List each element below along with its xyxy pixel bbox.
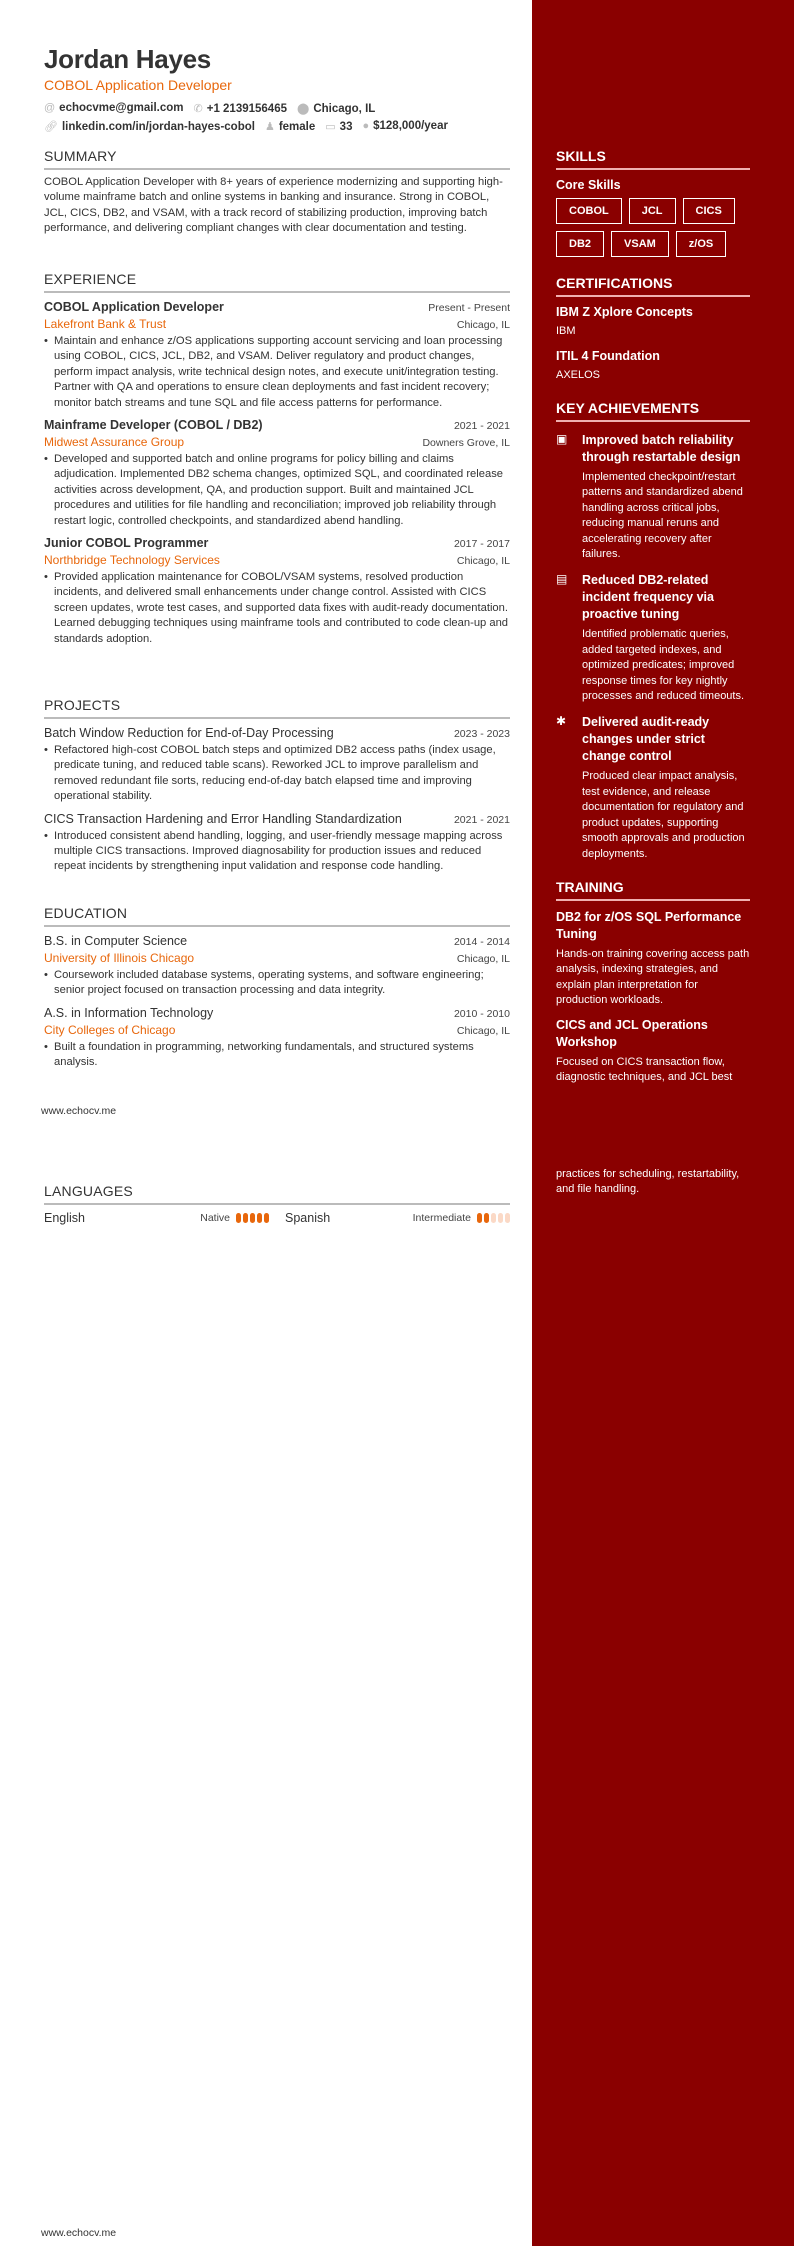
- rating-dot-filled: [250, 1213, 255, 1223]
- language-name: Spanish: [285, 1211, 331, 1225]
- project-entry: [44, 726, 510, 805]
- training-title: CICS and JCL Operations Workshop: [556, 1017, 708, 1049]
- skills-group: Core Skills: [556, 178, 621, 192]
- rating-dot-empty: [505, 1213, 510, 1223]
- entry-title: Mainframe Developer (COBOL / DB2): [44, 418, 263, 433]
- achievement-title: Improved batch reliability through restartable design: [582, 433, 741, 464]
- projects-section: [44, 697, 510, 875]
- entry-dates: Present - Present: [428, 302, 510, 314]
- section-heading: KEY ACHIEVEMENTS: [556, 400, 750, 422]
- section-heading: LANGUAGES: [44, 1183, 510, 1205]
- entry-bullet: • Introduced consistent abend handling, logging, and user-friendly message mapping across multiple CICS transactions. Improved diagnosability for production issues and reduced repeat incidents by strengthening input validation and response code handling.: [44, 829, 510, 875]
- languages-section: [44, 1183, 510, 1225]
- skill-tag: VSAM: [611, 231, 669, 257]
- entry-org: Northbridge Technology Services: [44, 553, 220, 568]
- experience-section: [44, 271, 510, 647]
- experience-entry: [44, 536, 510, 647]
- calendar-icon: ▣: [556, 432, 568, 446]
- rating-dot-empty: [491, 1213, 496, 1223]
- location: Chicago, IL: [313, 102, 376, 115]
- entry-org: City Colleges of Chicago: [44, 1022, 176, 1037]
- section-heading: EDUCATION: [44, 905, 510, 927]
- rating-dot-filled: [484, 1213, 489, 1223]
- section-heading: SUMMARY: [44, 148, 510, 170]
- language-item: [44, 1211, 269, 1225]
- language-level: Native: [200, 1212, 230, 1224]
- gender: female: [278, 120, 316, 133]
- education-entry: [44, 934, 510, 999]
- training-title: DB2 for z/OS SQL Performance Tuning: [556, 910, 742, 941]
- entry-location: Chicago, IL: [456, 319, 510, 331]
- skill-tag: CICS: [683, 198, 735, 224]
- skill-tag: COBOL: [556, 198, 622, 224]
- entry-bullet: • Provided application maintenance for COBOL/VSAM systems, resolved production incidents, and delivered small enhancements under change control. Assisted with CICS screen updates, wrote test cases, and supported data fixes with audit-ready documentation. Learned debugging techniques using mainframe tools and contributed to code clean-up and standards adoption.: [44, 570, 510, 647]
- entry-bullet: • Developed and supported batch and online programs for policy billing and claims adjudication. Implemented DB2 schema changes, optimized SQL, and coordinated release activities across development, QA, and production support. Built and maintained JCL procedures and utilities for file handling and reconciliation; improved job reliability through restart logic, controlled checkpoints, and standardized abend handling.: [44, 452, 510, 529]
- email-icon: @: [44, 102, 56, 114]
- phone-icon: ✆: [193, 102, 203, 115]
- cert-org: AXELOS: [556, 369, 601, 381]
- entry-location: Chicago, IL: [456, 953, 510, 965]
- entry-bullet: • Maintain and enhance z/OS applications supporting account servicing and loan processing using COBOL, CICS, JCL, DB2, and VSAM. Deliver regulatory and product changes, perform impact analysis, write technical design notes, and execute unit/integration testing. Partner with QA and operations to ensure clean deployments and fast incident recovery; monitor batch streams and tune SQL and file access patterns for performance.: [44, 334, 510, 411]
- calendar-icon: ▭: [325, 120, 336, 133]
- entry-bullet: • Refactored high-cost COBOL batch steps and optimized DB2 access paths (index usage, predicate tuning, and reduced table scans). Reworked JCL to improve parallelism and removed redundant file sorts, reducing end-of-day batch elapsed time and improving operational stability.: [44, 743, 510, 805]
- language-rating: [236, 1213, 269, 1223]
- entry-org: University of Illinois Chicago: [44, 951, 195, 965]
- entry-location: Downers Grove, IL: [422, 437, 510, 450]
- entry-dates: 2021 - 2021: [453, 813, 510, 826]
- entry-dates: 2014 - 2014: [453, 936, 510, 948]
- link-icon: 🔗︎: [44, 120, 58, 133]
- entry-title: Batch Window Reduction for End-of-Day Processing: [44, 726, 334, 740]
- person-icon: ♟: [264, 120, 275, 133]
- training-desc-continued: practices for scheduling, restartability, and file handling.: [556, 1168, 740, 1196]
- achievement-desc: Produced clear impact analysis, test evidence, and release documentation for regulatory and product updates, supporting smooth approvals and production deployments.: [582, 770, 745, 860]
- entry-bullet: • Built a foundation in programming, networking fundamentals, and structured systems analysis.: [44, 1040, 510, 1071]
- cert-name: ITIL 4 Foundation: [556, 349, 660, 363]
- entry-title: B.S. in Computer Science: [44, 934, 188, 948]
- language-rating: [477, 1213, 510, 1223]
- achievement-title: Delivered audit-ready changes under strict change control: [582, 715, 710, 764]
- achievement-title: Reduced DB2-related incident frequency via proactive tuning: [582, 573, 714, 622]
- section-heading: CERTIFICATIONS: [556, 275, 750, 297]
- age: 33: [339, 120, 353, 133]
- rating-dot-filled: [257, 1213, 262, 1223]
- language-name: English: [44, 1211, 85, 1225]
- entry-dates: 2021 - 2021: [453, 420, 510, 433]
- entry-org: Lakefront Bank & Trust: [44, 317, 167, 331]
- cert-org: IBM: [556, 325, 576, 337]
- email[interactable]: echocvme@gmail.com: [59, 102, 184, 114]
- section-heading: PROJECTS: [44, 697, 510, 719]
- bug-icon: ✱: [556, 714, 567, 729]
- entry-dates: 2017 - 2017: [453, 538, 510, 551]
- contact-info: [44, 99, 510, 135]
- language-item: [285, 1211, 510, 1225]
- rating-dot-empty: [498, 1213, 503, 1223]
- training-desc: Focused on CICS transaction flow, diagnostic techniques, and JCL best: [556, 1055, 733, 1084]
- entry-bullet: • Coursework included database systems, operating systems, and software engineering; senior project focused on transaction processing and data integrity.: [44, 968, 510, 999]
- cert-name: IBM Z Xplore Concepts: [556, 305, 693, 319]
- experience-entry: [44, 418, 510, 529]
- summary-section: [44, 148, 510, 237]
- achievements-section: [556, 400, 750, 862]
- header: [44, 44, 510, 135]
- achievement-item: [556, 572, 750, 704]
- rating-dot-filled: [243, 1213, 248, 1223]
- archive-icon: ▤: [556, 572, 568, 587]
- skill-tags: [556, 198, 750, 257]
- skill-tag: DB2: [556, 231, 604, 257]
- entry-location: Chicago, IL: [456, 555, 510, 568]
- footer-site[interactable]: www.echocv.me: [41, 1105, 117, 1117]
- project-entry: [44, 812, 510, 875]
- candidate-name: Jordan Hayes: [44, 44, 211, 74]
- location-icon: ⬤: [297, 102, 310, 115]
- education-section: [44, 905, 510, 1071]
- entry-title: Junior COBOL Programmer: [44, 536, 209, 551]
- entry-title: COBOL Application Developer: [44, 300, 224, 314]
- entry-dates: 2023 - 2023: [453, 728, 510, 740]
- footer-site[interactable]: www.echocv.me: [41, 2227, 117, 2239]
- achievement-desc: Identified problematic queries, added targeted indexes, and optimized predicates; improved response times for key nightly processes and reduced timeouts.: [582, 628, 745, 703]
- salary: $128,000/year: [373, 120, 448, 132]
- summary-text: COBOL Application Developer with 8+ years of experience modernizing and supporting high-volume mainframe batch and online systems in banking and insurance. Strong in COBOL, JCL, CICS, DB2, and VSAM, with a track record of stabilizing production, improving batch performance, and delivering compliant changes with clear documentation and testing.: [44, 176, 503, 235]
- entry-org: Midwest Assurance Group: [44, 435, 185, 450]
- salary-icon: ●: [362, 120, 370, 132]
- training-desc: Hands-on training covering access path analysis, indexing strategies, and explain plan interpretation for production workloads.: [556, 948, 750, 1007]
- experience-entry: [44, 300, 510, 411]
- rating-dot-filled: [264, 1213, 269, 1223]
- rating-dot-filled: [236, 1213, 241, 1223]
- achievement-desc: Implemented checkpoint/restart patterns and standardized abend handling across critical jobs, reducing manual reruns and accelerating recovery after failures.: [582, 471, 743, 561]
- section-heading: SKILLS: [556, 148, 750, 170]
- linkedin[interactable]: linkedin.com/in/jordan-hayes-cobol: [61, 120, 255, 133]
- phone[interactable]: +1 2139156465: [206, 102, 287, 115]
- language-level: Intermediate: [412, 1212, 471, 1224]
- entry-dates: 2010 - 2010: [453, 1007, 510, 1020]
- section-heading: TRAINING: [556, 879, 750, 901]
- candidate-title: COBOL Application Developer: [44, 77, 232, 93]
- skill-tag: JCL: [629, 198, 676, 224]
- achievement-item: [556, 714, 750, 861]
- achievement-item: [556, 432, 750, 562]
- rating-dot-filled: [477, 1213, 482, 1223]
- entry-title: CICS Transaction Hardening and Error Handling Standardization: [44, 811, 402, 826]
- entry-location: Chicago, IL: [456, 1024, 510, 1037]
- certifications-section: [556, 275, 750, 381]
- training-section: [556, 879, 750, 1085]
- skills-section: [556, 148, 750, 257]
- section-heading: EXPERIENCE: [44, 271, 510, 293]
- education-entry: [44, 1006, 510, 1071]
- entry-title: A.S. in Information Technology: [44, 1005, 214, 1020]
- skill-tag: z/OS: [676, 231, 726, 257]
